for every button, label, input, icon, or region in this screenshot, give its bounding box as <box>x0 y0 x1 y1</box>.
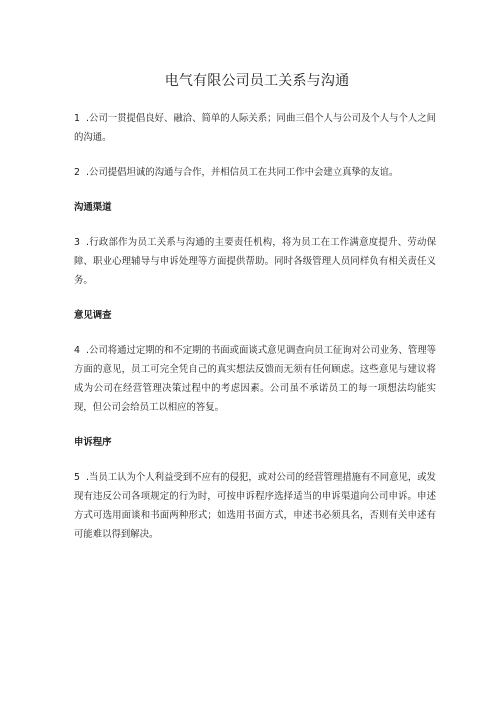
document-title: 电气有限公司员工关系与沟通 <box>164 73 350 89</box>
paragraph-5 <box>74 468 436 544</box>
paragraph-1 <box>74 109 436 147</box>
paragraph-number: 3 <box>74 237 80 248</box>
section-heading-opinion-survey: 意见调查 <box>74 310 112 321</box>
paragraph-3 <box>74 233 436 290</box>
paragraph-text: .当员工认为个人利益受到不应有的侵犯，或对公司的经营管理措施有不同意见，或发现有违反公司各项规定的行为时，可按申诉程序选择适当的申诉渠道向公司申诉。申述方式可选用面谈和书面两种形式；如选用书面方式，申述书必须具名，否则有关申述有可能难以得到解决。 <box>74 472 436 540</box>
paragraph-text: .公司将通过定期的和不定期的书面或面谈式意见调查向员工征询对公司业务、管理等方面的意见，员工可完全凭自己的真实想法反馈而无须有任何顾虑。这些意见与建议将成为公司在经营管理决策过程中的考虑因素。公司虽不承诺员工的每一项想法均能实现，但公司会给员工以相应的答复。 <box>74 345 436 413</box>
paragraph-number: 5 <box>74 472 80 483</box>
paragraph-text: .行政部作为员工关系与沟通的主要责任机构，将为员工在工作满意度提升、劳动保障、职业心理辅导与申诉处理等方面提供帮助。同时各级管理人员同样负有相关责任义务。 <box>74 237 436 286</box>
paragraph-2 <box>74 163 436 182</box>
section-heading-appeal-procedure: 申诉程序 <box>74 437 112 448</box>
paragraph-number: 4 <box>74 345 80 356</box>
paragraph-4 <box>74 341 436 417</box>
paragraph-text: .公司提倡坦诚的沟通与合作，并相信员工在共同工作中会建立真挚的友谊。 <box>86 167 399 178</box>
paragraph-number: 2 <box>74 167 80 178</box>
paragraph-number: 1 <box>74 113 80 124</box>
section-heading-communication-channels: 沟通渠道 <box>74 202 112 213</box>
paragraph-text: .公司一贯提倡良好、融洽、简单的人际关系；同曲三倡个人与公司及个人与个人之间的沟通。 <box>74 113 436 143</box>
